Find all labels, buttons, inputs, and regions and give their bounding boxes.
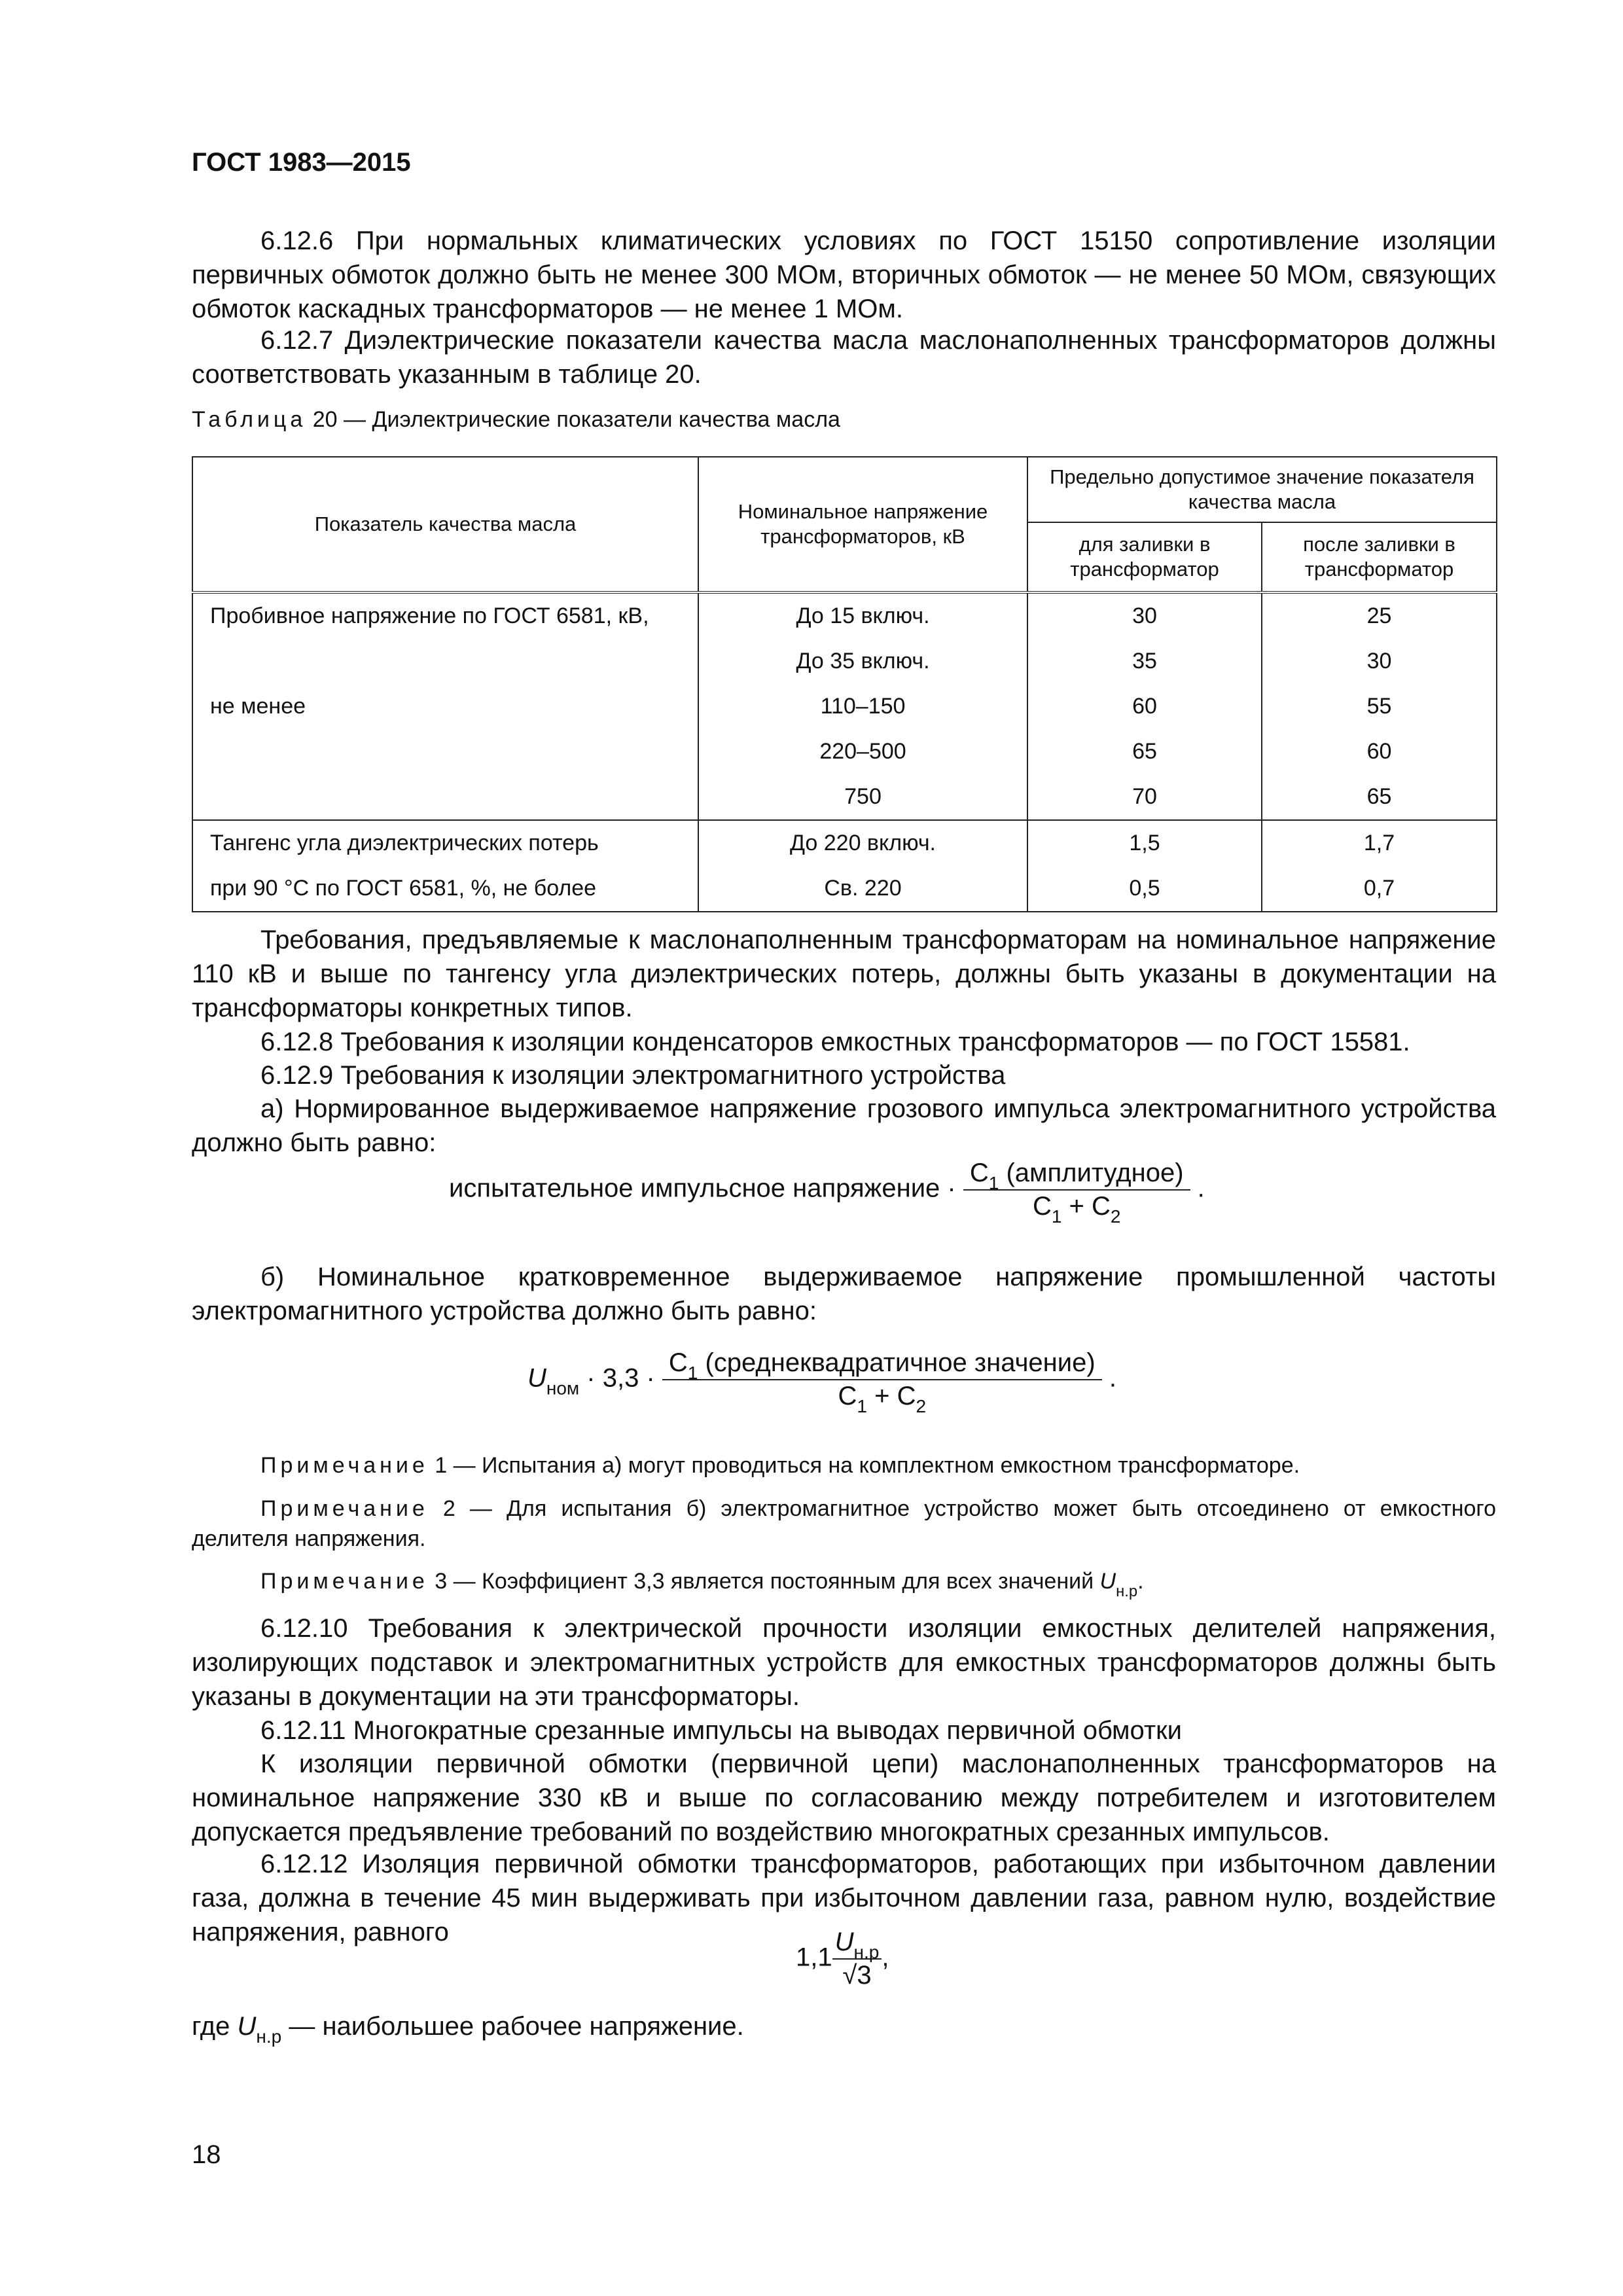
table-cell: 60 bbox=[1262, 729, 1497, 774]
table-row bbox=[192, 820, 1497, 866]
table-caption-text: 20 — Диэлектрические показатели качества масла bbox=[312, 407, 840, 432]
page-number: 18 bbox=[192, 2140, 221, 2169]
formula-power-fraction bbox=[662, 1348, 1102, 1416]
table-cell: 30 bbox=[1262, 639, 1497, 684]
table-cell: 30 bbox=[1027, 592, 1262, 639]
table-cell: До 35 включ. bbox=[698, 639, 1027, 684]
table-cell: не менее bbox=[192, 684, 698, 729]
note-2 bbox=[192, 1494, 1496, 1554]
table-cell: Тангенс угла диэлектрических потерь bbox=[192, 820, 698, 866]
formula-subscript: 2 bbox=[1110, 1206, 1121, 1227]
col-header-indicator: Показатель качества масла bbox=[192, 457, 698, 592]
table-cell: 65 bbox=[1262, 774, 1497, 820]
table-cell: 110–150 bbox=[698, 684, 1027, 729]
table-cell: До 15 включ. bbox=[698, 592, 1027, 639]
col-header-after-fill: после заливки в трансформатор bbox=[1262, 522, 1497, 592]
table-cell: 0,7 bbox=[1262, 866, 1497, 912]
formula-text: + С bbox=[1061, 1192, 1111, 1221]
paragraph-6-12-8: 6.12.8 Требования к изоляции конденсаторов емкостных трансформаторов — по ГОСТ 15581. bbox=[260, 1028, 1410, 1056]
table-row bbox=[192, 774, 1497, 820]
paragraph-6-12-7: 6.12.7 Диэлектрические показатели качества масла маслонаполненных трансформаторов должны соответствовать указанным в таблице 20. bbox=[192, 326, 1496, 389]
table-cell: 1,7 bbox=[1262, 820, 1497, 866]
formula-impulse bbox=[449, 1158, 1300, 1227]
paragraph-k-izolyatsii: К изоляции первичной обмотки (первичной цепи) маслонаполненных трансформаторов на номинальное напряжение 330 кВ и выше по согласованию между потребителем и изготовителем допускается предъявление требований по воздействию многократных срезанных импульсов. bbox=[192, 1749, 1496, 1846]
table-cell: 750 bbox=[698, 774, 1027, 820]
formula-text: (амплитудное) bbox=[999, 1158, 1184, 1187]
note-text: 3 — Коэффициент 3,3 является постоянным для всех значений bbox=[428, 1569, 1100, 1594]
note-subscript: н.р bbox=[1116, 1583, 1138, 1600]
table-row bbox=[192, 684, 1497, 729]
formula-symbol: С bbox=[969, 1158, 989, 1187]
table-cell: 0,5 bbox=[1027, 866, 1262, 912]
paragraph-item-b: б) Номинальное кратковременное выдерживаемое напряжение промышленной частоты электромагнитного устройства должно быть равно: bbox=[192, 1263, 1496, 1325]
formula-subscript: 1 bbox=[1051, 1206, 1062, 1227]
formula-coefficient: 1,1 bbox=[796, 1943, 832, 1972]
note-3 bbox=[192, 1566, 1496, 1600]
note-1 bbox=[192, 1450, 1496, 1480]
note-word: Примечание bbox=[260, 1453, 429, 1478]
formula-u-symbol: U bbox=[527, 1363, 546, 1393]
table-cell bbox=[192, 774, 698, 820]
table-caption-word: Таблица bbox=[192, 407, 307, 432]
formula-symbol: С bbox=[1032, 1192, 1052, 1221]
table-cell: при 90 °С по ГОСТ 6581, %, не более bbox=[192, 866, 698, 912]
where-text: — наибольшее рабочее напряжение. bbox=[281, 2012, 744, 2041]
formula-power-suffix: . bbox=[1109, 1363, 1116, 1393]
note-text: 2 — Для испытания б) электромагнитное устройство может быть отсоединено от емкостного делителя напряжения. bbox=[192, 1496, 1496, 1551]
note-text: 1 — Испытания а) могут проводиться на комплектном емкостном трансформаторе. bbox=[428, 1453, 1300, 1478]
col-header-limit-group: Предельно допустимое значение показателя качества масла bbox=[1027, 457, 1497, 522]
table-cell: 25 bbox=[1262, 592, 1497, 639]
table-cell: 220–500 bbox=[698, 729, 1027, 774]
paragraph-6-12-10: 6.12.10 Требования к электрической прочности изоляции емкостных делителей напряжения, изолирующих подставок и электромагнитных устройств для емкостных трансформаторов должны быть указаны в документации на эти трансформаторы. bbox=[192, 1614, 1496, 1711]
formula-voltage bbox=[796, 1928, 1058, 1990]
table-row bbox=[192, 592, 1497, 639]
formula-subscript: ном bbox=[546, 1378, 580, 1399]
formula-subscript: 1 bbox=[687, 1363, 698, 1383]
table-cell bbox=[192, 729, 698, 774]
table-cell: Пробивное напряжение по ГОСТ 6581, кВ, bbox=[192, 592, 698, 639]
formula-subscript: 1 bbox=[857, 1396, 867, 1416]
note-u-symbol: U bbox=[1099, 1569, 1116, 1594]
table-cell: 65 bbox=[1027, 729, 1262, 774]
document-header: ГОСТ 1983—2015 bbox=[192, 148, 411, 177]
formula-symbol: С bbox=[668, 1348, 688, 1377]
note-word: Примечание bbox=[260, 1496, 429, 1521]
formula-subscript: н.р bbox=[853, 1942, 880, 1962]
paragraph-6-12-9: 6.12.9 Требования к изоляции электромагнитного устройства bbox=[260, 1061, 1006, 1090]
formula-text: (среднеквадратичное значение) bbox=[698, 1348, 1096, 1377]
formula-subscript: 1 bbox=[988, 1173, 999, 1193]
table-cell: 60 bbox=[1027, 684, 1262, 729]
paragraph-requirements: Требования, предъявляемые к маслонаполненным трансформаторам на номинальное напряжение 110 кВ и выше по тангенсу угла диэлектрических потерь, должны быть указаны в документации на трансформаторы конкретных типов. bbox=[192, 925, 1496, 1022]
table-caption bbox=[192, 407, 840, 433]
where-prefix: где bbox=[192, 2012, 238, 2041]
table-cell bbox=[192, 639, 698, 684]
formula-text: + С bbox=[867, 1382, 916, 1410]
formula-text: · 3,3 · bbox=[579, 1363, 655, 1393]
paragraph-6-12-12: 6.12.12 Изоляция первичной обмотки трансформаторов, работающих при избыточном давлении газа, должна в течение 45 мин выдерживать при избыточном давлении газа, равном нулю, воздействие напряжения, равного bbox=[192, 1850, 1496, 1946]
table-row bbox=[192, 866, 1497, 912]
formula-sqrt: √3 bbox=[842, 1961, 872, 1990]
paragraph-6-12-11: 6.12.11 Многократные срезанные импульсы на выводах первичной обмотки bbox=[260, 1716, 1183, 1745]
table-row bbox=[192, 729, 1497, 774]
paragraph-6-12-6: 6.12.6 При нормальных климатических условиях по ГОСТ 15150 сопротивление изоляции первичных обмоток должно быть не менее 300 МОм, вторичных обмоток — не менее 50 МОм, связующих обмоток каскадных трансформаторов — не менее 1 МОм. bbox=[192, 226, 1496, 323]
oil-quality-table bbox=[192, 456, 1497, 912]
note-word: Примечание bbox=[260, 1569, 429, 1594]
table-cell: До 220 включ. bbox=[698, 820, 1027, 866]
paragraph-item-a: а) Нормированное выдерживаемое напряжение грозового импульса электромагнитного устройства должно быть равно: bbox=[192, 1094, 1496, 1157]
formula-impulse-fraction bbox=[963, 1158, 1190, 1227]
table-cell: 55 bbox=[1262, 684, 1497, 729]
note-end: . bbox=[1137, 1569, 1144, 1594]
table-cell: 1,5 bbox=[1027, 820, 1262, 866]
formula-power-frequency bbox=[527, 1348, 1313, 1416]
table-cell: Св. 220 bbox=[698, 866, 1027, 912]
formula-voltage-fraction bbox=[832, 1928, 882, 1990]
formula-impulse-prefix: испытательное импульсное напряжение · bbox=[449, 1174, 956, 1203]
where-u-symbol: U bbox=[237, 2012, 257, 2041]
formula-voltage-suffix: , bbox=[882, 1943, 889, 1972]
table-cell: 70 bbox=[1027, 774, 1262, 820]
formula-impulse-suffix: . bbox=[1197, 1174, 1205, 1203]
formula-symbol: С bbox=[838, 1382, 857, 1410]
formula-subscript: 2 bbox=[916, 1396, 927, 1416]
formula-u-symbol: U bbox=[834, 1928, 854, 1956]
paragraph-where bbox=[192, 2009, 1496, 2047]
table-row bbox=[192, 639, 1497, 684]
where-subscript: н.р bbox=[256, 2026, 282, 2047]
col-header-voltage: Номинальное напряжение трансформаторов, кВ bbox=[698, 457, 1027, 592]
col-header-before-fill: для заливки в трансформатор bbox=[1027, 522, 1262, 592]
table-cell: 35 bbox=[1027, 639, 1262, 684]
